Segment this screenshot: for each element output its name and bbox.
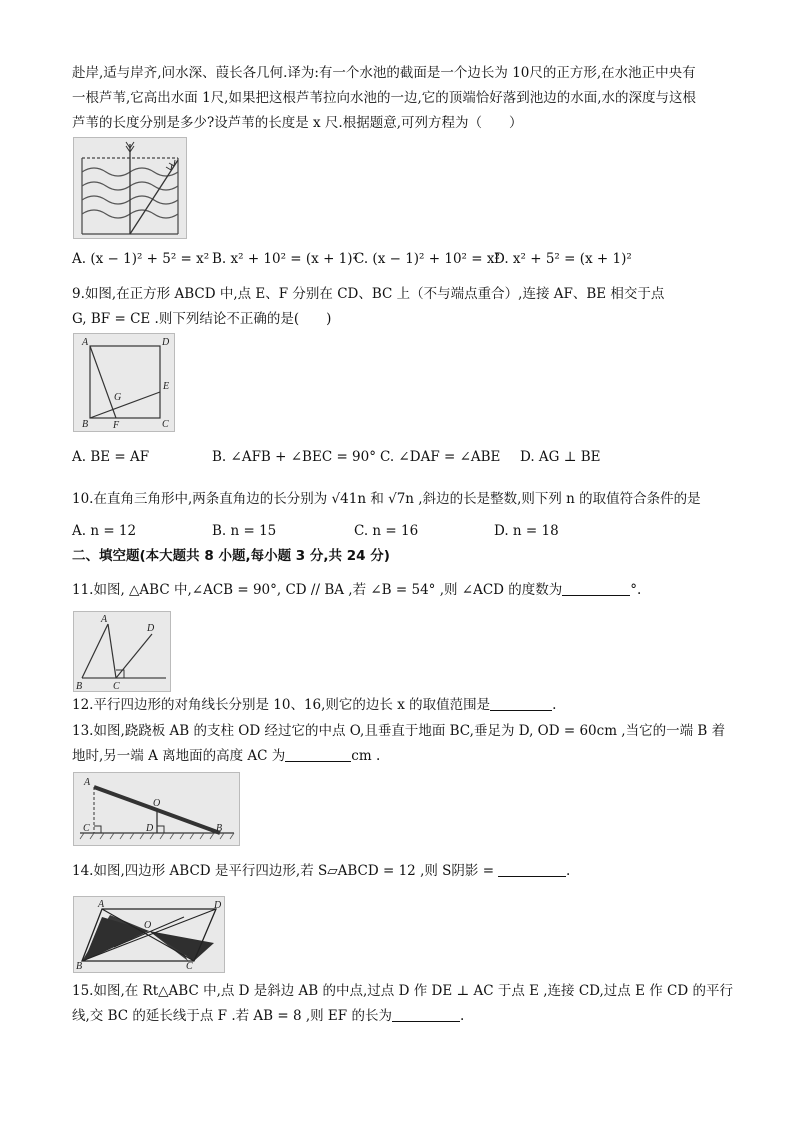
q9-option-c: C. ∠DAF = ∠ABE: [380, 449, 501, 465]
q10-option-b: B. n = 15: [212, 523, 277, 539]
q8-option-d: D. x² + 5² = (x + 1)²: [494, 251, 632, 267]
q11-label-b: B: [76, 681, 83, 691]
q13-text-line-1: 13.如图,跷跷板 AB 的支柱 OD 经过它的中点 O,且垂直于地面 BC,垂足为 D, OD = 60cm ,当它的一端 B 着: [72, 723, 726, 739]
q15-question: 线,交 BC 的延长线于点 F .若 AB = 8 ,则 EF 的长为: [72, 1008, 392, 1024]
q14-answer-blank[interactable]: [498, 862, 566, 877]
q13-answer-blank[interactable]: [285, 747, 351, 762]
q13-suffix: cm .: [351, 748, 381, 764]
q9-label-f: F: [113, 420, 120, 431]
q11-suffix: °.: [630, 582, 642, 598]
q10-text-line-1: 10.在直角三角形中,两条直角边的长分别为 √41n 和 √7n ,斜边的长是整数,则下列 n 的取值符合条件的是: [72, 491, 701, 507]
q8-text-line-2: 一根芦苇,它高出水面 1尺,如果把这根芦苇拉向水池的一边,它的顶端恰好落到池边的水面,水的深度与这根: [72, 90, 697, 106]
q9-option-b: B. ∠AFB + ∠BEC = 90°: [212, 449, 376, 465]
q9-label-e: E: [163, 381, 170, 392]
q8-text-line-3: 芦苇的长度分别是多少?设芦苇的长度是 x 尺.根据题意,可列方程为（ ）: [72, 115, 523, 131]
q11-label-c: C: [113, 681, 120, 691]
q10-option-d: D. n = 18: [494, 523, 559, 539]
q8-option-c: C. (x − 1)² + 10² = x²: [354, 251, 500, 267]
q8-option-a: A. (x − 1)² + 5² = x²: [72, 251, 210, 267]
q13-question: 地时,另一端 A 离地面的高度 AC 为: [72, 748, 286, 764]
q13-label-c: C: [83, 823, 90, 834]
q13-label-a: A: [84, 777, 91, 788]
q11-triangle-figure: [73, 611, 171, 692]
q15-suffix: .: [459, 1008, 465, 1024]
q14-label-b: B: [76, 961, 83, 972]
q13-label-b: B: [216, 823, 223, 834]
q14-label-c: C: [186, 961, 193, 972]
q15-answer-blank[interactable]: [392, 1007, 460, 1022]
section-heading-fill-in: 二、填空题(本大题共 8 小题,每小题 3 分,共 24 分): [72, 548, 390, 564]
q9-option-d: D. AG ⊥ BE: [520, 449, 601, 465]
q15-text-line-1: 15.如图,在 Rt△ABC 中,点 D 是斜边 AB 的中点,过点 D 作 DE ⊥ AC 于点 E ,连接 CD,过点 E 作 CD 的平行: [72, 983, 733, 999]
q11-label-d: D: [147, 623, 155, 634]
q15-text-line-2: [72, 1006, 724, 1026]
q9-option-a: A. BE = AF: [72, 449, 150, 465]
q14-text: [72, 861, 724, 881]
q12-text: [72, 695, 724, 715]
q13-label-o: O: [153, 798, 161, 809]
q14-parallelogram-figure: [73, 896, 225, 973]
q11-label-a: A: [101, 614, 108, 625]
q14-label-d: D: [214, 900, 222, 911]
q10-option-c: C. n = 16: [354, 523, 419, 539]
q14-label-o: O: [144, 920, 152, 931]
q13-seesaw-figure: [73, 772, 240, 846]
q12-answer-blank[interactable]: [490, 696, 552, 711]
q13-label-d: D: [146, 823, 154, 834]
q9-label-c: C: [162, 419, 169, 430]
q11-answer-blank[interactable]: [562, 581, 630, 596]
q14-label-a: A: [98, 899, 105, 910]
q9-label-g: G: [114, 392, 122, 403]
q13-text-line-2: [72, 746, 724, 766]
q12-question: 12.平行四边形的对角线长分别是 10、16,则它的边长 x 的取值范围是: [72, 697, 491, 713]
q9-text-line-2: G, BF = CE .则下列结论不正确的是( ): [72, 311, 332, 327]
q11-text: [72, 580, 724, 600]
q9-text-line-1: 9.如图,在正方形 ABCD 中,点 E、F 分别在 CD、BC 上（不与端点重合）,连接 AF、BE 相交于点: [72, 286, 665, 302]
q9-square-figure: [73, 333, 175, 432]
q9-label-b: B: [82, 419, 89, 430]
q12-suffix: .: [552, 697, 557, 713]
q10-option-a: A. n = 12: [72, 523, 137, 539]
q9-label-a: A: [82, 337, 89, 348]
q9-label-d: D: [162, 337, 170, 348]
q14-suffix: .: [566, 863, 571, 879]
q11-question: 11.如图, △ABC 中,∠ACB = 90°, CD // BA ,若 ∠B = 54° ,则 ∠ACD 的度数为: [72, 582, 563, 598]
q8-text-line-1: 赴岸,适与岸齐,问水深、葭长各几何.译为:有一个水池的截面是一个边长为 10尺的正方形,在水池正中央有: [72, 65, 696, 81]
q14-question: 14.如图,四边形 ABCD 是平行四边形,若 S▱ABCD = 12 ,则 S阴影 =: [72, 863, 494, 879]
q8-option-b: B. x² + 10² = (x + 1)²: [212, 251, 358, 267]
q8-reed-pool-figure: [73, 137, 187, 239]
